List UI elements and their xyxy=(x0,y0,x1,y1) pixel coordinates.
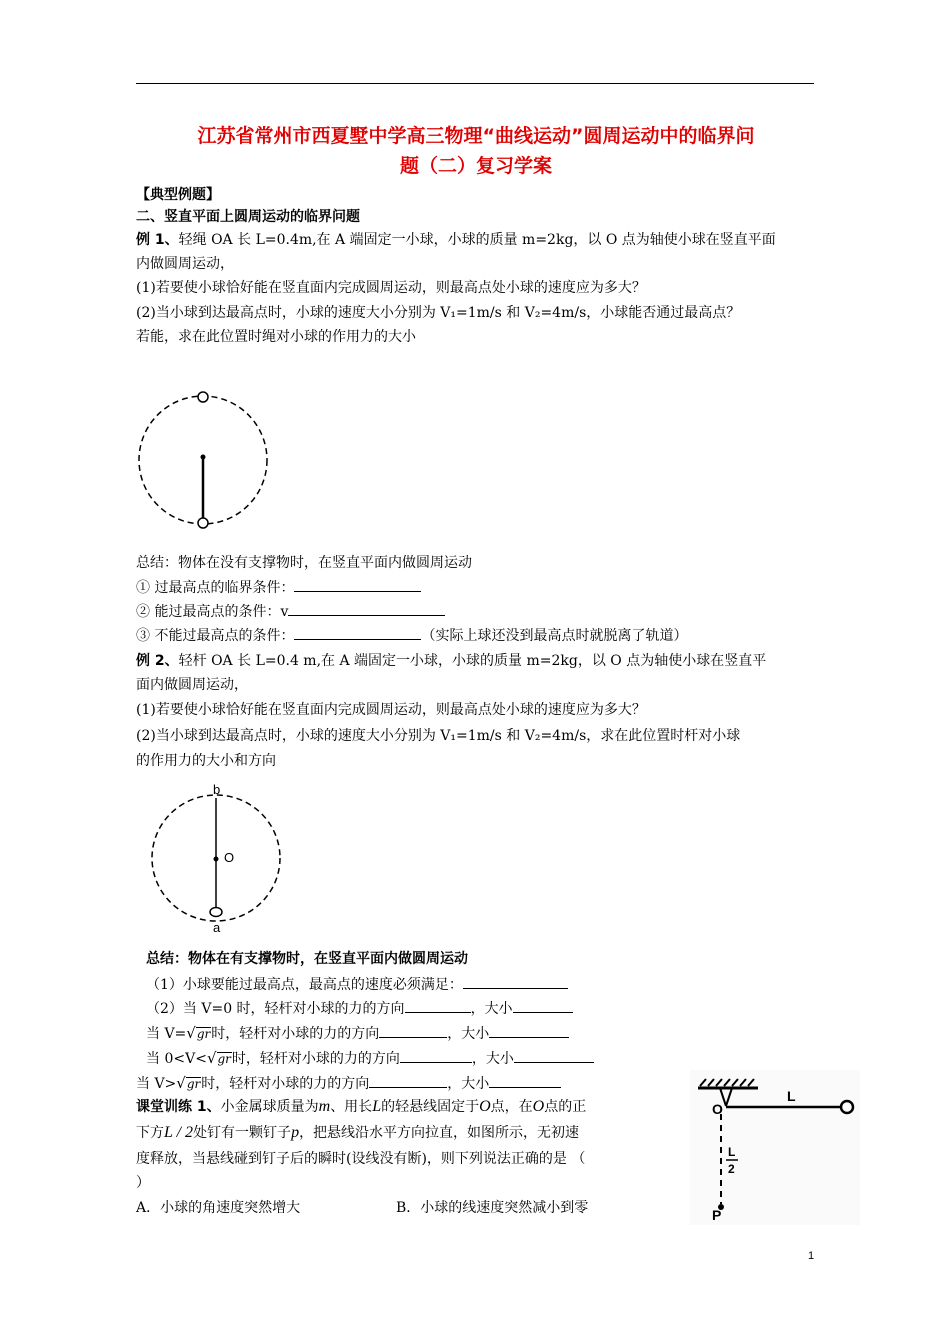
blank-vgt-size[interactable] xyxy=(489,1074,561,1088)
blank-vlt-size[interactable] xyxy=(514,1049,594,1063)
section-typical: 【典型例题】 xyxy=(136,187,220,203)
summary2-item3: 当 V=√gr时，轻杆对小球的力的方向 ，大小 xyxy=(146,1023,569,1043)
section-two-heading: 二、竖直平面上圆周运动的临界问题 xyxy=(136,209,360,225)
ex2-label: 例 2、 xyxy=(136,653,179,669)
summary2-item1: （1）小球要能过最高点，最高点的速度必须满足： xyxy=(146,974,568,994)
label-a: a xyxy=(213,920,221,935)
doc-title-line2: 题（二）复习学案 xyxy=(399,155,552,177)
summary2-item5: 当 V>√gr时，轻杆对小球的力的方向 ，大小 xyxy=(136,1073,561,1093)
pendulum-nail-figure xyxy=(690,1070,860,1225)
ex1-q1: (1)若要使小球恰好能在竖直面内完成圆周运动，则最高点处小球的速度应为多大？ xyxy=(136,280,646,296)
blank-veq-size[interactable] xyxy=(489,1024,569,1038)
label-o: O xyxy=(224,850,235,865)
ex1-label: 例 1、 xyxy=(136,232,179,248)
fig3-half-bottom: 2 xyxy=(728,1162,735,1176)
blank-critical-condition[interactable] xyxy=(294,578,421,592)
header-rule xyxy=(136,83,814,84)
ex1-line2: 内做圆周运动， xyxy=(136,256,234,272)
practice-line3: 度释放，当悬线碰到钉子后的瞬时(设线没有断)，则下列说法正确的是 （ xyxy=(136,1151,586,1167)
ex2-q1: (1)若要使小球恰好能在竖直面内完成圆周运动，则最高点处小球的速度应为多大？ xyxy=(136,702,646,718)
practice-label: 课堂训练 1、 xyxy=(136,1099,221,1115)
summary2-item4: 当 0<V<√gr时，轻杆对小球的力的方向 ，大小 xyxy=(146,1048,594,1068)
summary1-intro: 总结：物体在没有支撑物时，在竖直平面内做圆周运动 xyxy=(136,555,472,571)
blank-v0-size[interactable] xyxy=(513,999,573,1013)
practice-line4: ） xyxy=(136,1175,150,1191)
summary1-item2: ② 能过最高点的条件：v xyxy=(136,601,445,621)
ex1-q2: (2)当小球到达最高点时，小球的速度大小分别为 V₁=1m/s 和 V₂=4m/s，小球能否通过最高点？ xyxy=(136,305,741,321)
label-b: b xyxy=(213,782,221,797)
ex2-q2b: 的作用力的大小和方向 xyxy=(136,753,276,769)
blank-top-speed[interactable] xyxy=(463,975,568,989)
blank-pass-condition[interactable] xyxy=(288,602,445,616)
summary1-item3: ③ 不能过最高点的条件： （实际上球还没到最高点时就脱离了轨道） xyxy=(136,628,688,644)
summary2-intro: 总结：物体在有支撑物时，在竖直平面内做圆周运动 xyxy=(146,951,468,967)
blank-vlt-direction[interactable] xyxy=(400,1049,472,1063)
fig3-half-top: L xyxy=(728,1145,736,1159)
doc-title-line1: 江苏省常州市西夏墅中学高三物理“曲线运动”圆周运动中的临界问 xyxy=(197,125,755,147)
blank-v0-direction[interactable] xyxy=(405,999,471,1013)
rope-circle-figure xyxy=(130,385,280,535)
option-b: B．小球的线速度突然减小到零 xyxy=(396,1200,589,1216)
blank-fail-condition[interactable] xyxy=(294,626,421,640)
ex2-line2: 面内做圆周运动， xyxy=(136,677,248,693)
option-a: A．小球的角速度突然增大 xyxy=(136,1200,301,1216)
ex2-line1: 例 2、轻杆 OA 长 L=0.4 m,在 A 端固定一小球，小球的质量 m=2kg，以 O 点为轴使小球在竖直平 xyxy=(136,653,767,669)
summary2-item2: （2）当 V=0 时，轻杆对小球的力的方向 ，大小 xyxy=(146,998,573,1018)
ex1-line1: 例 1、轻绳 OA 长 L=0.4m,在 A 端固定一小球，小球的质量 m=2kg，以 O 点为轴使小球在竖直平面 xyxy=(136,232,776,248)
ex1-q2b: 若能，求在此位置时绳对小球的作用力的大小 xyxy=(136,329,416,345)
blank-vgt-direction[interactable] xyxy=(369,1074,447,1088)
fig3-label-p: P xyxy=(712,1207,722,1223)
summary1-item1: ① 过最高点的临界条件： xyxy=(136,577,421,597)
fig3-label-l: L xyxy=(787,1088,796,1104)
page-number: 1 xyxy=(808,1250,815,1262)
rod-circle-figure xyxy=(140,780,290,938)
ex2-q2: (2)当小球到达最高点时，小球的速度大小分别为 V₁=1m/s 和 V₂=4m/s，求在此位置时杆对小球 xyxy=(136,728,741,744)
blank-veq-direction[interactable] xyxy=(379,1024,447,1038)
fig3-label-o: O xyxy=(712,1101,723,1117)
practice-line1: 课堂训练 1、小金属球质量为m、用长L的轻悬线固定于O点，在O点的正 xyxy=(136,1098,587,1115)
practice-line2: 下方L / 2处钉有一颗钉子p，把悬线沿水平方向拉直，如图所示，无初速 xyxy=(136,1124,580,1141)
